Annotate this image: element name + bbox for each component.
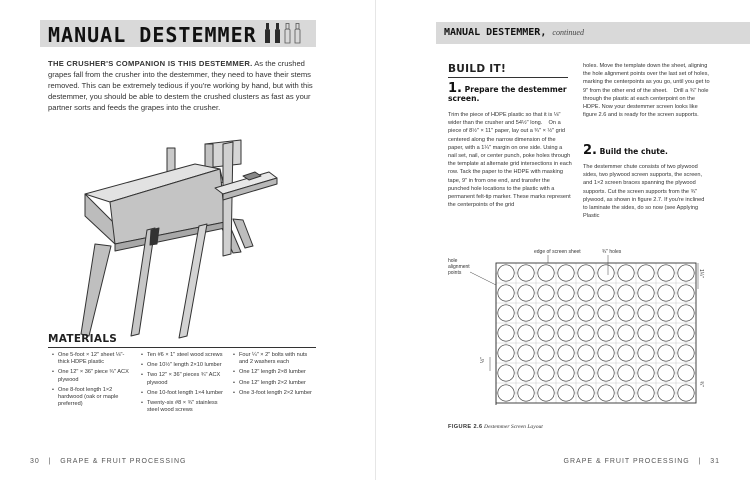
caption-title: Destemmer Screen Layout (484, 424, 543, 430)
running-head-continued: continued (552, 28, 584, 37)
screen-hole (658, 325, 674, 341)
materials-column-1 (52, 352, 130, 411)
screen-hole (678, 265, 694, 281)
section-name: GRAPE & FRUIT PROCESSING (60, 458, 187, 465)
material-item: • Two 12" × 36" pieces ¾" ACX plywood (141, 372, 225, 386)
screen-hole (658, 305, 674, 321)
bottle-icon-filled (275, 23, 280, 43)
step-1-title: Prepare the destemmer screen. (448, 85, 567, 103)
screen-hole (598, 385, 614, 401)
title-bar (40, 20, 316, 47)
screen-hole (518, 305, 534, 321)
screen-hole (638, 385, 654, 401)
step-1-heading (448, 81, 572, 103)
build-rule (448, 77, 568, 78)
screen-hole (518, 265, 534, 281)
page-number: 30 (30, 458, 40, 465)
label-edge-of-screen: edge of screen sheet (534, 249, 581, 255)
bottle-icon-outline (295, 24, 300, 44)
running-head (436, 22, 750, 44)
screen-hole (518, 365, 534, 381)
step-1-number: 1. (448, 81, 462, 96)
screen-hole (638, 285, 654, 301)
screen-hole (498, 285, 514, 301)
screen-hole (638, 305, 654, 321)
screen-hole (658, 285, 674, 301)
screen-hole (518, 325, 534, 341)
material-item: • One 8-foot length 1×2 hardwood (oak or maple preferred) (52, 387, 130, 409)
screen-hole (538, 385, 554, 401)
label-alignment-points: hole alignment points (448, 258, 470, 276)
screen-hole (538, 365, 554, 381)
screen-hole (518, 385, 534, 401)
screen-hole (658, 385, 674, 401)
screen-hole (498, 345, 514, 361)
running-head-title (444, 27, 584, 38)
folio-left: 30 | GRAPE & FRUIT PROCESSING (30, 458, 187, 465)
figure-caption (448, 424, 543, 430)
screen-hole (558, 325, 574, 341)
material-item: • Four ¼" × 2" bolts with nuts and 2 washers each (233, 352, 317, 366)
step-2-number: 2. (583, 143, 597, 158)
step-2-title: Build the chute. (599, 147, 668, 156)
screen-hole (518, 285, 534, 301)
screen-hole (638, 325, 654, 341)
material-item: • One 10-foot length 1×4 lumber (141, 390, 225, 397)
materials-column-2 (141, 352, 225, 417)
material-item: • One 12" length 2×8 lumber (233, 369, 317, 376)
screen-hole (538, 305, 554, 321)
screen-hole (598, 285, 614, 301)
screen-hole (658, 365, 674, 381)
intro-text: As the crushed grapes fall from the crusher into the destemmer, they need to have their stems removed. This can be extremely tedious if you're working by hand, but with this destemmer, you should be able to destem the crushed clusters as fast as your partner sorts and feeds the grapes into the crusher. (48, 59, 313, 112)
bottle-icon-outline (285, 24, 290, 44)
screen-hole (678, 365, 694, 381)
screen-hole (598, 325, 614, 341)
dim-top: 1¼" (698, 269, 704, 278)
running-head-label: MANUAL DESTEMMER, (444, 27, 547, 38)
page-title: MANUAL DESTEMMER (48, 23, 257, 47)
screen-hole (558, 285, 574, 301)
screen-hole (618, 305, 634, 321)
label-holes: ¾" holes (602, 249, 622, 255)
material-item: • Ten #6 × 1" steel wood screws (141, 352, 225, 359)
dim-side: ½" (480, 357, 486, 363)
material-item: • One 5-foot × 12" sheet ⅛"-thick HDPE plastic (52, 352, 130, 366)
screen-hole (498, 385, 514, 401)
materials-column-3 (233, 352, 317, 400)
screen-hole (598, 345, 614, 361)
materials-rule (48, 347, 316, 348)
screen-hole (538, 345, 554, 361)
screen-hole (578, 305, 594, 321)
screen-hole (678, 305, 694, 321)
screen-hole (598, 365, 614, 381)
screen-hole (678, 385, 694, 401)
destemmer-illustration (55, 124, 305, 339)
difficulty-rating (264, 23, 308, 44)
screen-hole (578, 365, 594, 381)
screen-hole (578, 385, 594, 401)
screen-hole (618, 345, 634, 361)
material-item: • Twenty-six #8 × ¾" stainless steel wood screws (141, 400, 225, 414)
screen-hole (558, 345, 574, 361)
screen-hole (618, 365, 634, 381)
screen-hole (578, 285, 594, 301)
screen-hole (538, 325, 554, 341)
folio-right: GRAPE & FRUIT PROCESSING | 31 (563, 458, 720, 465)
screen-hole (618, 325, 634, 341)
screen-hole (518, 345, 534, 361)
build-heading: BUILD IT! (448, 63, 507, 75)
caption-label: FIGURE 2.6 (448, 424, 483, 430)
screen-hole (618, 285, 634, 301)
step-2-text: The destemmer chute consists of two plywood sides, two plywood screen supports, the screen, and 1×2 screen braces spanning the plywood supports. Cut the screen supports from the ¾" plywood, as shown in figure 2.7. If you're inclined to laminate the sides, do so now (see Applying Plastic (583, 164, 705, 220)
material-item: • One 12" length 2×2 lumber (233, 380, 317, 387)
bottle-icon-filled (265, 23, 270, 43)
screen-hole (498, 365, 514, 381)
column-2-text: holes. Move the template down the sheet, aligning the hole alignment points over the last set of holes, marking the centerpoints as you go, until you get to 9" from the other end of the sheet. Drill a ¾" hole through the plastic at each centerpoint on the HDPE. Now your destemmer screen looks like figure 2.6 and is ready for the screen supports. (583, 63, 710, 119)
screen-hole (558, 365, 574, 381)
screen-hole (498, 325, 514, 341)
step-2-heading (583, 143, 710, 158)
material-item: • One 3-foot length 2×2 lumber (233, 390, 317, 397)
screen-hole (678, 345, 694, 361)
screen-hole (658, 265, 674, 281)
screen-hole (578, 345, 594, 361)
screen-hole (598, 305, 614, 321)
screen-hole (618, 265, 634, 281)
screen-hole (618, 385, 634, 401)
step-1-text: Trim the piece of HDPE plastic so that it is ⅛" wider than the crusher and 54½" long. On a piece of 8½" × 11" paper, lay out a ¾" × ½" grid centered along the narrow dimension of the paper, with a 1¼" margin on one side. Using a nail set, nail, or center punch, poke holes through the template at alternate grid intersections in each row. Tack the paper to the HDPE with masking tape, 9" in from one end, and transfer the punched hole locations to the plastic with a permanent felt-tip marker. These marks represent the centerpoints of the grid (448, 112, 572, 209)
screen-hole (558, 385, 574, 401)
screen-hole (678, 285, 694, 301)
screen-hole (598, 265, 614, 281)
screen-hole (638, 345, 654, 361)
page-number: 31 (710, 458, 720, 465)
screen-hole (498, 305, 514, 321)
figure-2-6-diagram (448, 245, 710, 420)
intro-paragraph (48, 58, 314, 113)
material-item: • One 10½" length 2×10 lumber (141, 362, 225, 369)
materials-heading: MATERIALS (48, 333, 118, 345)
dim-spacing: ¾" (698, 381, 704, 387)
screen-hole (498, 265, 514, 281)
screen-hole (578, 325, 594, 341)
screen-hole (558, 265, 574, 281)
material-item: • One 12" × 36" piece ¾" ACX plywood (52, 369, 130, 383)
screen-hole (638, 365, 654, 381)
screen-hole (558, 305, 574, 321)
screen-hole (678, 325, 694, 341)
screen-hole (658, 345, 674, 361)
intro-lead: THE CRUSHER'S COMPANION IS THIS DESTEMMER. (48, 59, 253, 68)
screen-hole (538, 265, 554, 281)
screen-hole (538, 285, 554, 301)
section-name: GRAPE & FRUIT PROCESSING (563, 458, 690, 465)
screen-hole (578, 265, 594, 281)
screen-hole (638, 265, 654, 281)
